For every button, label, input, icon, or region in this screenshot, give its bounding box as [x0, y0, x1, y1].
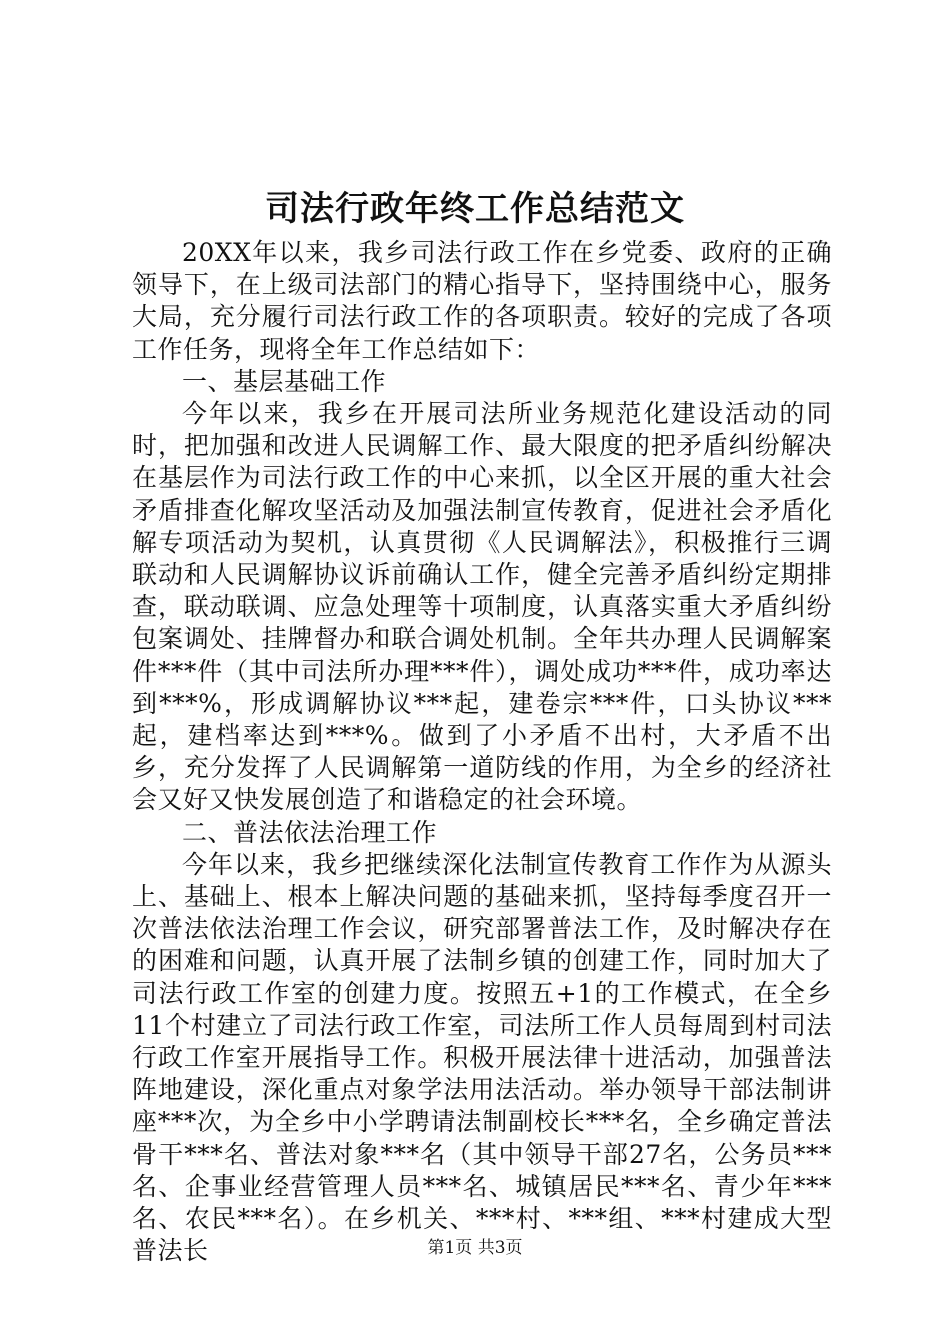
intro-paragraph: 20XX年以来，我乡司法行政工作在乡党委、政府的正确领导下，在上级司法部门的精心指导下，坚持围绕中心，服务大局，充分履行司法行政工作的各项职责。较好的完成了各项工作任务，现将全年工作总结如下： [132, 238, 832, 364]
document-body [132, 237, 832, 1268]
paragraph-law-popularization: 今年以来，我乡把继续深化法制宣传教育工作作为从源头上、基础上、根本上解决问题的基础来抓，坚持每季度召开一次普法依法治理工作会议，研究部署普法工作，及时解决存在的困难和问题，认真开展了法制乡镇的创建工作，同时加大了司法行政工作室的创建力度。按照五+1的工作模式，在全乡11个村建立了司法行政工作室，司法所工作人员每周到村司法行政工作室开展指导工作。积极开展法律十进活动，加强普法阵地建设，深化重点对象学法用法活动。举办领导干部法制讲座***次，为全乡中小学聘请法制副校长***名，全乡确定普法骨干***名、普法对象***名（其中领导干部27名，公务员***名、企事业经营管理人员***名、城镇居民***名、青少年***名、农民***名）。在乡机关、***村、***组、***村建成大型普法长 [132, 849, 832, 1266]
page-footer: 第1页 共3页 [427, 1238, 523, 1258]
document-title: 司法行政年终工作总结范文 [265, 189, 685, 229]
section-heading-law-popularization: 二、普法依法治理工作 [182, 817, 438, 847]
section-heading-grassroots: 一、基层基础工作 [182, 366, 387, 396]
paragraph-grassroots: 今年以来，我乡在开展司法所业务规范化建设活动的同时，把加强和改进人民调解工作、最大限度的把矛盾纠纷解决在基层作为司法行政工作的中心来抓，以全区开展的重大社会矛盾排查化解攻坚活动及加强法制宣传教育，促进社会矛盾化解专项活动为契机，认真贯彻《人民调解法》，积极推行三调联动和人民调解协议诉前确认工作，健全完善矛盾纠纷定期排查，联动联调、应急处理等十项制度，认真落实重大矛盾纠纷包案调处、挂牌督办和联合调处机制。全年共办理人民调解案件***件（其中司法所办理***件），调处成功***件，成功率达到***%，形成调解协议***起，建卷宗***件，口头协议***起，建档率达到***%。做到了小矛盾不出村，大矛盾不出乡，充分发挥了人民调解第一道防线的作用，为全乡的经济社会又好又快发展创造了和谐稳定的社会环境。 [132, 399, 832, 815]
